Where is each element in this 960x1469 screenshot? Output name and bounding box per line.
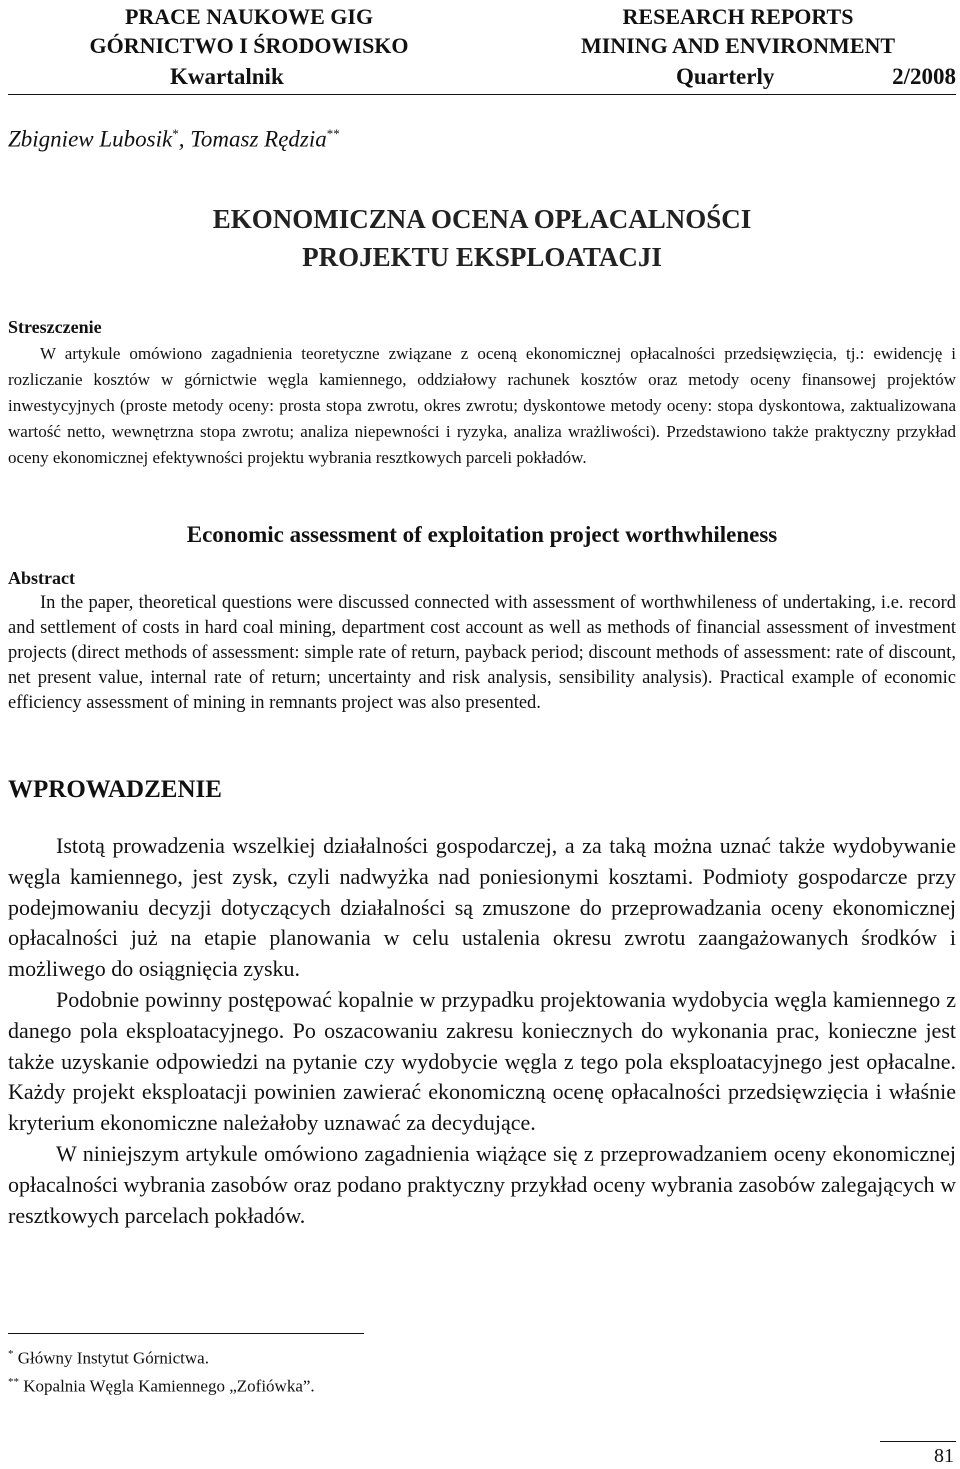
frequency-polish: Kwartalnik bbox=[170, 64, 284, 89]
author-2-footnote-mark[interactable]: ** bbox=[326, 126, 340, 141]
paper-title bbox=[8, 200, 956, 276]
abstract-heading: Abstract bbox=[8, 568, 75, 588]
footnote-1 bbox=[8, 1348, 209, 1369]
paper-page bbox=[8, 0, 956, 1469]
journal-name-polish bbox=[54, 2, 444, 60]
journal-name-english bbox=[528, 2, 948, 60]
frequency-english: Quarterly bbox=[676, 64, 775, 89]
author-1-footnote-mark[interactable]: * bbox=[172, 126, 179, 141]
page-number: 81 bbox=[934, 1445, 954, 1467]
footnote-2 bbox=[8, 1376, 315, 1397]
journal-name-polish-line2: GÓRNICTWO I ŚRODOWISKO bbox=[89, 33, 409, 58]
journal-frequency-row bbox=[8, 62, 956, 92]
footnote-1-text: Główny Instytut Górnictwa. bbox=[17, 1348, 209, 1368]
section-body bbox=[8, 831, 956, 1231]
abstract-text: In the paper, theoretical questions were discussed connected with assessment of worthwhileness of undertaking, i.e. record and settlement of costs in hard coal mining, department cost account as well as methods of financial assessment of investment projects (direct methods of assessment: simple rate of return, payback period; discount methods of assessment: rate of discount, net present value, internal rate of return; uncertainty and risk analysis, sensibility analysis). Practical example of economic efficiency assessment of mining in remnants project was also presented. bbox=[8, 593, 956, 713]
body-paragraph-2: Podobnie powinny postępować kopalnie w przypadku projektowania wydobycia węgla kamiennego z danego pola eksploatacyjnego. Po oszacowaniu zakresu koniecznych do wykonania prac, konieczne jest także uzyskanie odpowiedzi na pytanie czy wydobycie węgla z tego pola eksploatacyjnego jest opłacalne. Każdy projekt eksploatacji powinien zawierać ekonomiczną ocenę opłacalności przedsięwzięcia i właśnie kryterium ekonomiczne należałoby uznawać za decydujące. bbox=[8, 986, 956, 1136]
abstract-polish bbox=[8, 315, 956, 471]
streszczenie-heading: Streszczenie bbox=[8, 317, 102, 337]
author-separator: , bbox=[178, 126, 191, 152]
streszczenie-text: W artykule omówiono zagadnienia teoretyczne związane z oceną ekonomicznej opłacalności przedsięwzięcia, tj.: ewidencję i rozliczanie kosztów w górnictwie węgla kamiennego, oddziałowy rachunek kosztów oraz metody oceny finansowej projektów inwestycyjnych (proste metody oceny: prosta stopa zwrotu, okres zwrotu; dyskontowe metody oceny: stopa dyskontowa, zaktualizowana wartość netto, wewnętrzna stopa zwrotu; analiza niepewności i ryzyka, analiza wrażliwości). Przedstawiono także praktyczny przykład oceny ekonomicznej efektywności projektu wybrania resztkowych parceli pokładów. bbox=[8, 344, 956, 467]
issue-number: 2/2008 bbox=[892, 64, 956, 89]
author-2: Tomasz Rędzia bbox=[190, 126, 327, 152]
english-title: Economic assessment of exploitation project worthwhileness bbox=[186, 522, 778, 547]
header-rule bbox=[8, 94, 956, 95]
paper-title-line2: PROJEKTU EKSPLOATACJI bbox=[302, 242, 662, 272]
author-line bbox=[8, 126, 340, 153]
footnote-1-mark: * bbox=[8, 1348, 14, 1360]
body-paragraph-1: Istotą prowadzenia wszelkiej działalności gospodarczej, a za taką można uznać także wydobywanie węgla kamiennego, jest zysk, czyli nadwyżka nad poniesionymi kosztami. Podmioty gospodarcze przy podejmowaniu decyzji dotyczących działalności są zmuszone do przeprowadzania oceny ekonomicznej opłacalności już na etapie planowania w celu ustalenia okresu zwrotu zaangażowanych środków i możliwego do osiągnięcia zysku. bbox=[8, 833, 956, 982]
paper-title-line1: EKONOMICZNA OCENA OPŁACALNOŚCI bbox=[212, 204, 752, 234]
journal-name-english-line1: RESEARCH REPORTS bbox=[622, 4, 854, 29]
journal-name-polish-line1: PRACE NAUKOWE GIG bbox=[124, 4, 374, 29]
footnote-2-text: Kopalnia Węgla Kamiennego „Zofiówka”. bbox=[23, 1376, 315, 1396]
section-heading: WPROWADZENIE bbox=[8, 776, 222, 803]
footnote-2-mark: ** bbox=[8, 1376, 19, 1388]
journal-header bbox=[8, 2, 956, 96]
body-paragraph-3: W niniejszym artykule omówiono zagadnienia wiążące się z przeprowadzaniem oceny ekonomicznej opłacalności wybrania zasobów oraz podano praktyczny przykład oceny wybrania zasobów zalegających w resztkowych parcelach pokładów. bbox=[8, 1140, 956, 1228]
footnote-rule bbox=[8, 1333, 364, 1334]
journal-name-english-line2: MINING AND ENVIRONMENT bbox=[580, 33, 896, 58]
author-1: Zbigniew Lubosik bbox=[8, 126, 173, 152]
page-number-rule bbox=[880, 1441, 956, 1442]
abstract-english bbox=[8, 566, 956, 716]
